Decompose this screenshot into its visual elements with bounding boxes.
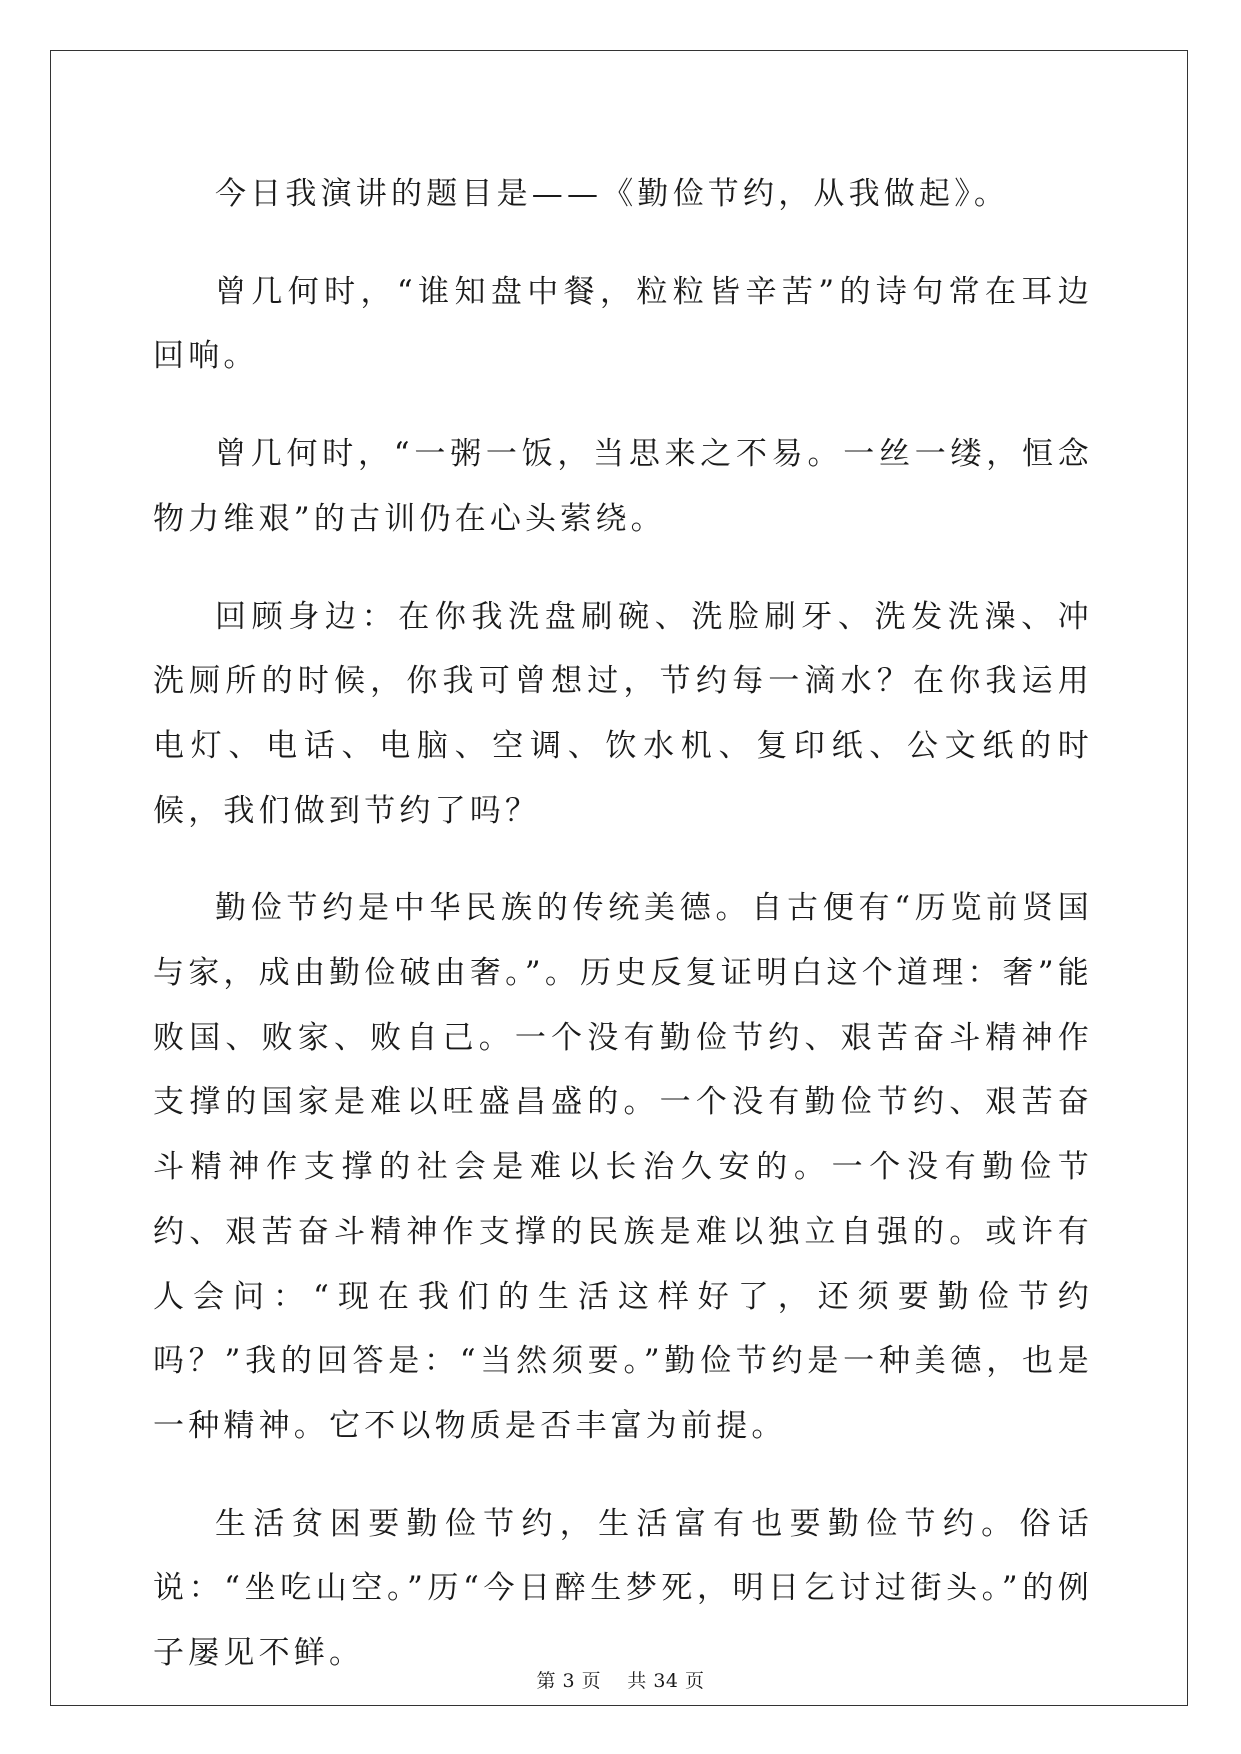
document-body: [153, 162, 1093, 1686]
paragraph-traditional-virtue: 勤俭节约是中华民族的传统美德。自古便有“历览前贤国与家，成由勤俭破由奢。”。历史反复证明白这个道理：奢”能败国、败家、败自己。一个没有勤俭节约、艰苦奋斗精神作支撑的国家是难以旺盛昌盛的。一个没有勤俭节约、艰苦奋斗精神作支撑的社会是难以长治久安的。一个没有勤俭节约、艰苦奋斗精神作支撑的民族是难以独立自强的。或许有人会问：“现在我们的生活这样好了，还须要勤俭节约吗？”我的回答是：“当然须要。”勤俭节约是一种美德，也是一种精神。它不以物质是否丰富为前提。: [153, 890, 1093, 1444]
paragraph-ancient-maxim: 曾几何时，“一粥一饭，当思来之不易。一丝一缕，恒念物力维艰”的古训仍在心头萦绕。: [153, 436, 1093, 537]
paragraph-title-intro: 今日我演讲的题目是——《勤俭节约，从我做起》。: [215, 176, 1010, 212]
paragraph-daily-life: 回顾身边：在你我洗盘刷碗、洗脸刷牙、洗发洗澡、冲洗厕所的时候，你我可曾想过，节约每一滴水？在你我运用电灯、电话、电脑、空调、饮水机、复印纸、公文纸的时候，我们做到节约了吗？: [153, 598, 1093, 829]
page-footer: [0, 1666, 1241, 1693]
paragraph-poem-quote: 曾几何时，“谁知盘中餐，粒粒皆辛苦”的诗句常在耳边回响。: [153, 273, 1093, 375]
paragraph-saying: 生活贫困要勤俭节约，生活富有也要勤俭节约。俗话说：“坐吃山空。”历“今日醉生梦死，明日乞讨过街头。”的例子屡见不鲜。: [153, 1505, 1093, 1672]
page-number-label: 第 3 页 共 34 页: [536, 1670, 705, 1692]
